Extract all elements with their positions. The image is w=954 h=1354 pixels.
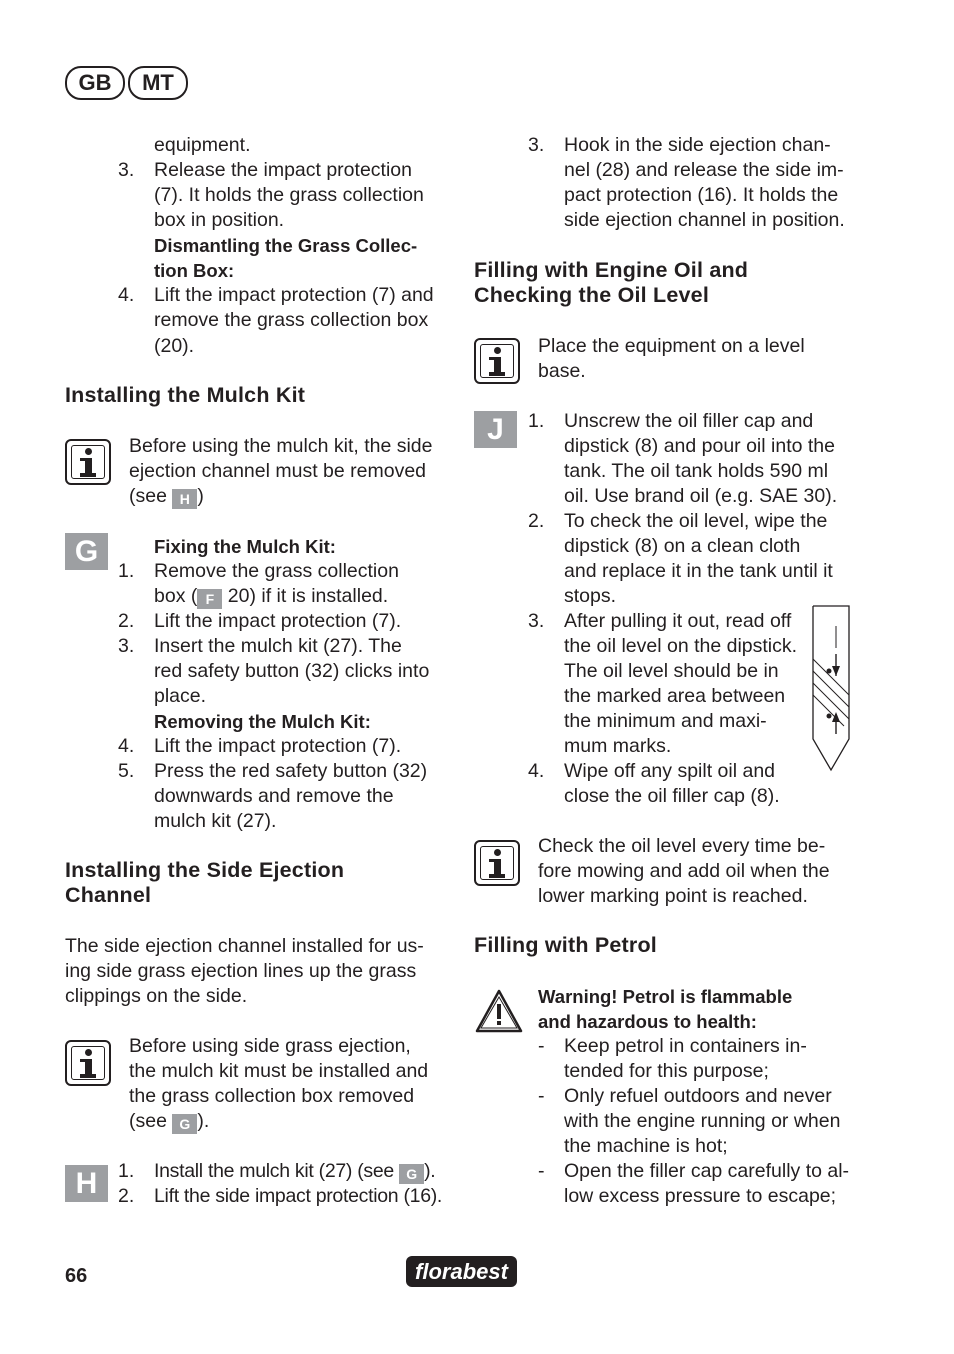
text-line: Remove the grass collection xyxy=(154,560,399,582)
text-line: dipstick (8) on a clean cloth xyxy=(564,535,801,557)
text-line: pact protection (16). It holds the xyxy=(564,184,839,206)
dipstick-illustration xyxy=(808,604,854,774)
text-line: Hook in the side ejection chan- xyxy=(564,134,831,156)
info-text: ejection channel must be removed xyxy=(129,460,427,482)
text-line: Lift the impact protection (7). xyxy=(154,610,402,632)
text-line: oil. Use brand oil (e.g. SAE 30). xyxy=(564,485,838,507)
text-line: Release the impact protection xyxy=(154,159,412,181)
figure-ref-g: G xyxy=(399,1164,424,1184)
text-line: The oil level should be in xyxy=(564,660,779,682)
text-line: the oil level on the dipstick. xyxy=(564,635,798,657)
text-line: Unscrew the oil filler cap and xyxy=(564,410,814,432)
section-heading: Installing the Mulch Kit xyxy=(65,383,306,407)
text-line: Keep petrol in containers in- xyxy=(564,1035,807,1057)
info-text: (see G ). xyxy=(129,1110,210,1132)
info-text: (see H ) xyxy=(129,485,204,507)
list-number: 2. xyxy=(118,610,135,632)
text-line: stops. xyxy=(564,585,617,607)
bullet: - xyxy=(538,1085,545,1107)
text-line: box in position. xyxy=(154,209,285,231)
text-line: dipstick (8) and pour oil into the xyxy=(564,435,835,457)
figure-ref-f: F xyxy=(197,589,222,609)
lang-badge-gb: GB xyxy=(65,66,125,100)
info-text: Before using the mulch kit, the side xyxy=(129,435,433,457)
list-number: 1. xyxy=(118,560,135,582)
section-heading: Checking the Oil Level xyxy=(474,283,709,307)
list-number: 4. xyxy=(118,284,135,306)
text-line: (7). It holds the grass collection xyxy=(154,184,424,206)
text-line: (20). xyxy=(154,335,195,357)
info-text: fore mowing and add oil when the xyxy=(538,860,830,882)
info-text: the mulch kit must be installed and xyxy=(129,1060,429,1082)
text-line: the minimum and maxi- xyxy=(564,710,767,732)
text-line: Lift the impact protection (7). xyxy=(154,735,402,757)
text-line: red safety button (32) clicks into xyxy=(154,660,430,682)
section-heading: Installing the Side Ejection xyxy=(65,858,345,882)
text-line: Lift the side impact protection (16). xyxy=(154,1185,443,1207)
paragraph-line: The side ejection channel installed for us- xyxy=(65,935,424,957)
list-number: 2. xyxy=(528,510,545,532)
figure-ref-g: G xyxy=(172,1114,197,1134)
list-number: 3. xyxy=(118,159,135,181)
list-number: 4. xyxy=(118,735,135,757)
brand-logo: florabest xyxy=(406,1256,517,1287)
list-number: 1. xyxy=(118,1160,135,1182)
figure-ref-h: H xyxy=(172,489,197,509)
text-line: Open the filler cap carefully to al- xyxy=(564,1160,850,1182)
text-line: place. xyxy=(154,685,207,707)
warning-title: and hazardous to health: xyxy=(538,1011,757,1032)
list-number: 5. xyxy=(118,760,135,782)
text-line: the marked area between xyxy=(564,685,786,707)
warning-icon xyxy=(474,988,524,1034)
list-number: 4. xyxy=(528,760,545,782)
info-icon xyxy=(65,439,111,485)
info-icon xyxy=(474,840,520,886)
info-text: base. xyxy=(538,360,586,382)
text-line: low excess pressure to escape; xyxy=(564,1185,837,1207)
text-line: side ejection channel in position. xyxy=(564,209,845,231)
list-number: 3. xyxy=(528,610,545,632)
subheading: tion Box: xyxy=(154,260,235,281)
subheading: Dismantling the Grass Collec- xyxy=(154,235,418,256)
paragraph-line: clippings on the side. xyxy=(65,985,248,1007)
info-icon xyxy=(474,338,520,384)
figure-step-j: J xyxy=(474,411,517,448)
text-line: After pulling it out, read off xyxy=(564,610,792,632)
text-line: with the engine running or when xyxy=(564,1110,841,1132)
page-number: 66 xyxy=(65,1265,88,1287)
bullet: - xyxy=(538,1160,545,1182)
text-line: equipment. xyxy=(154,134,251,156)
text-line: Insert the mulch kit (27). The xyxy=(154,635,402,657)
list-number: 3. xyxy=(528,134,545,156)
text-line: box ( F 20) if it is installed. xyxy=(154,585,389,607)
info-text: lower marking point is reached. xyxy=(538,885,808,907)
list-number: 1. xyxy=(528,410,545,432)
lang-badge-mt: MT xyxy=(128,66,188,100)
section-heading: Channel xyxy=(65,883,152,907)
figure-step-g: G xyxy=(65,533,108,570)
info-icon xyxy=(65,1040,111,1086)
info-text: the grass collection box removed xyxy=(129,1085,415,1107)
text-line: Wipe off any spilt oil and xyxy=(564,760,776,782)
info-text: Before using side grass ejection, xyxy=(129,1035,411,1057)
text-line: mum marks. xyxy=(564,735,672,757)
text-line: tended for this purpose; xyxy=(564,1060,769,1082)
text-line: the machine is hot; xyxy=(564,1135,728,1157)
text-line: Lift the impact protection (7) and xyxy=(154,284,434,306)
section-heading: Filling with Petrol xyxy=(474,933,657,957)
subheading: Removing the Mulch Kit: xyxy=(154,711,371,732)
text-line: tank. The oil tank holds 590 ml xyxy=(564,460,829,482)
list-number: 2. xyxy=(118,1185,135,1207)
info-text: Check the oil level every time be- xyxy=(538,835,826,857)
bullet: - xyxy=(538,1035,545,1057)
text-line: Press the red safety button (32) xyxy=(154,760,428,782)
text-line: Only refuel outdoors and never xyxy=(564,1085,832,1107)
text-line: nel (28) and release the side im- xyxy=(564,159,844,181)
text-line: mulch kit (27). xyxy=(154,810,277,832)
paragraph-line: ing side grass ejection lines up the grass xyxy=(65,960,417,982)
text-line: Install the mulch kit (27) (see G ). xyxy=(154,1160,436,1182)
text-line: close the oil filler cap (8). xyxy=(564,785,780,807)
text-line: To check the oil level, wipe the xyxy=(564,510,828,532)
subheading: Fixing the Mulch Kit: xyxy=(154,536,336,557)
text-line: and replace it in the tank until it xyxy=(564,560,833,582)
section-heading: Filling with Engine Oil and xyxy=(474,258,749,282)
list-number: 3. xyxy=(118,635,135,657)
info-text: Place the equipment on a level xyxy=(538,335,805,357)
text-line: remove the grass collection box xyxy=(154,309,429,331)
text-line: downwards and remove the xyxy=(154,785,394,807)
figure-step-h: H xyxy=(65,1165,108,1202)
warning-title: Warning! Petrol is flammable xyxy=(538,986,793,1007)
